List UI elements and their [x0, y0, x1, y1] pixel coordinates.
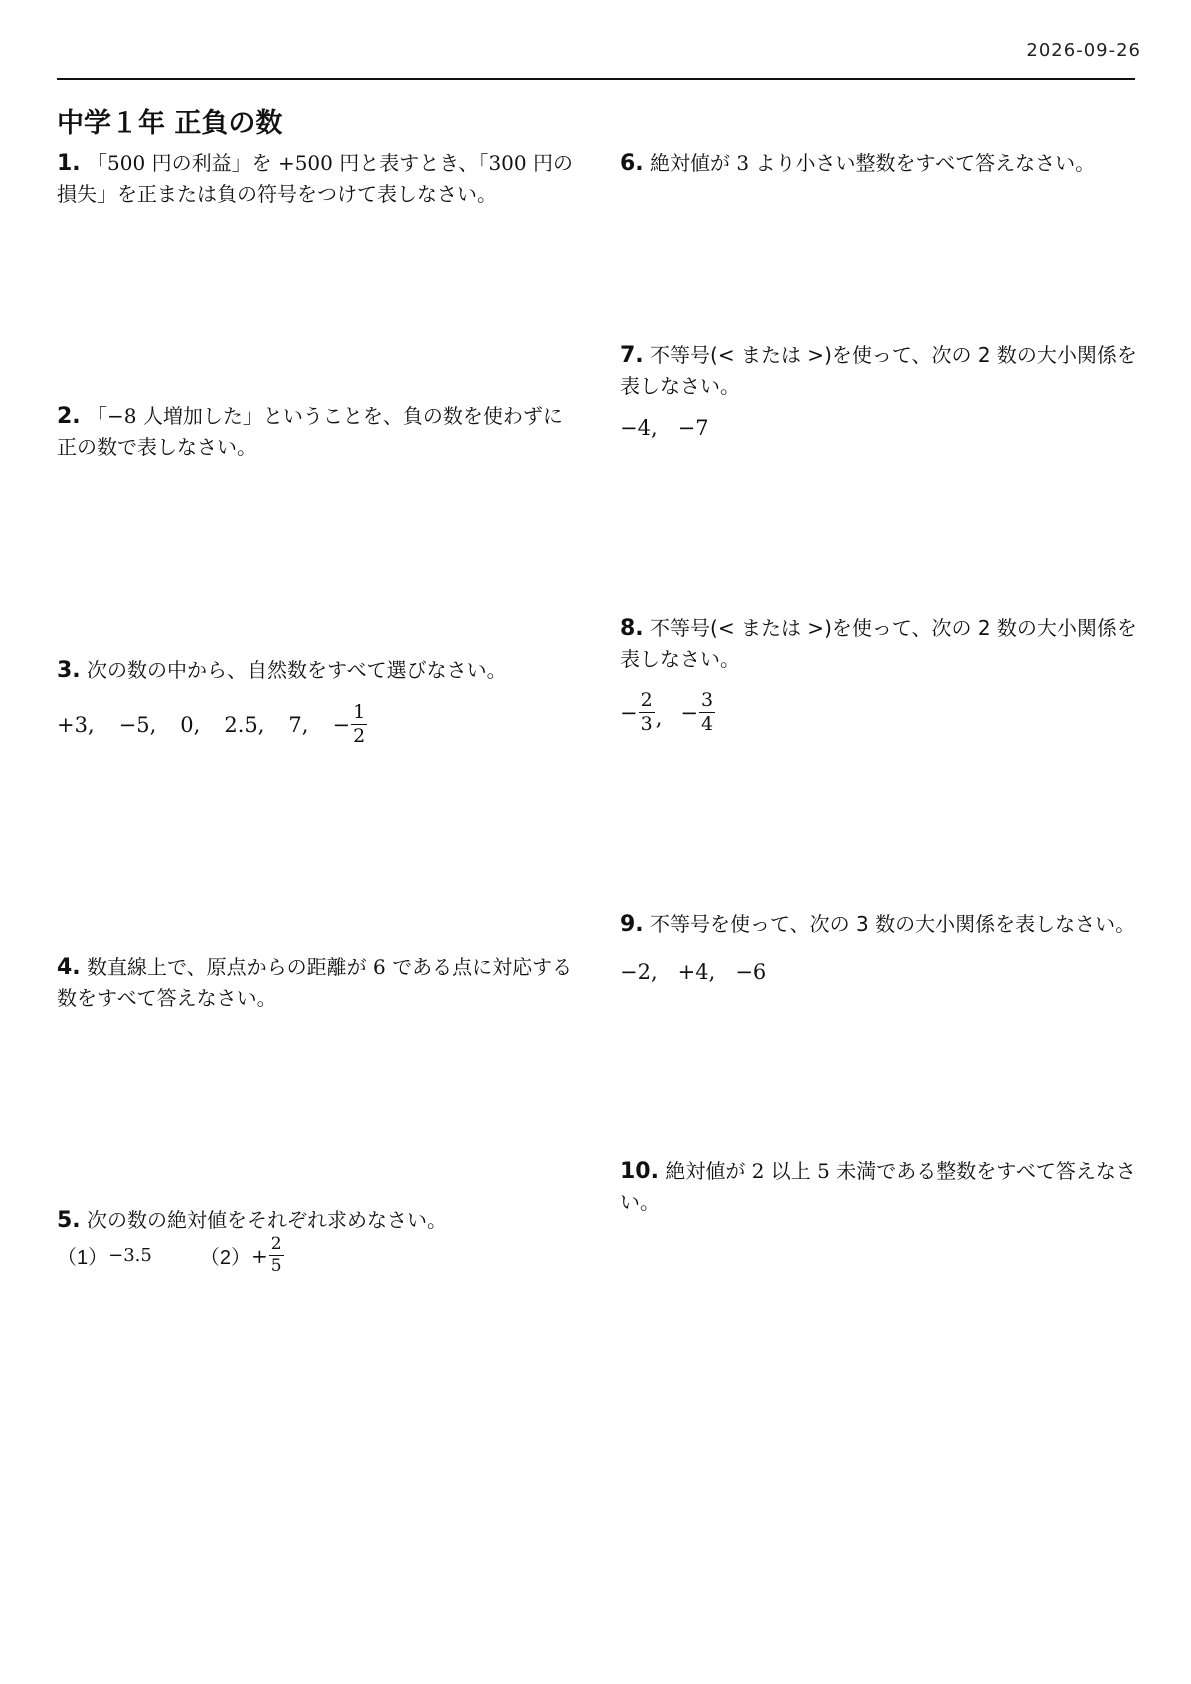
question-1	[57, 148, 577, 210]
question-text: 絶対値が 3 より小さい整数をすべて答えなさい。	[650, 151, 1096, 175]
denominator: 2	[353, 725, 366, 747]
sub-question-label: （1）	[57, 1247, 109, 1269]
question-number: 6.	[620, 151, 644, 176]
numerator: 2	[640, 689, 653, 711]
list-item: 7,	[288, 712, 309, 737]
fraction	[269, 1236, 284, 1275]
fraction	[639, 691, 655, 734]
question-text: 絶対値が 2 以上 5 未満である整数をすべて答えなさい。	[620, 1159, 1136, 1214]
fraction	[351, 703, 367, 746]
fraction-item	[251, 1236, 285, 1275]
question-number: 10.	[620, 1159, 659, 1184]
list-item: 2.5,	[224, 712, 265, 737]
question-text: 不等号を使って、次の 3 数の大小関係を表しなさい。	[650, 912, 1136, 936]
number-pair: −4, −7	[620, 416, 709, 440]
question-number: 8.	[620, 616, 644, 641]
fraction-sign: −	[680, 700, 698, 725]
question-number: 5.	[57, 1208, 81, 1233]
question-text: 不等号(< または >)を使って、次の 2 数の大小関係を表しなさい。	[620, 343, 1137, 398]
question-text: 「500 円の利益」を +500 円と表すとき、「300 円の損失」を正または負の符号をつけて表しなさい。	[57, 151, 573, 206]
list-item: −5,	[118, 712, 157, 737]
header-rule	[57, 78, 1135, 80]
sub-question-value: −3.5	[108, 1245, 152, 1266]
numerator: 1	[353, 701, 366, 723]
question-8	[620, 613, 1140, 675]
fraction-pair	[620, 691, 716, 734]
question-number: 7.	[620, 343, 644, 368]
question-text: 次の数の中から、自然数をすべて選びなさい。	[87, 658, 507, 682]
fraction-sign: −	[620, 700, 638, 725]
number-triple: −2, +4, −6	[620, 960, 767, 984]
question-5	[57, 1205, 577, 1236]
separator: ,	[655, 706, 663, 730]
question-number: 4.	[57, 955, 81, 980]
question-text: 次の数の絶対値をそれぞれ求めなさい。	[87, 1208, 448, 1232]
fraction-item	[332, 703, 368, 746]
question-text: 「−8 人増加した」ということを、負の数を使わずに正の数で表しなさい。	[57, 404, 563, 459]
question-number: 9.	[620, 912, 644, 937]
worksheet-title: 中学１年 正負の数	[57, 108, 283, 139]
fraction-sign: −	[332, 712, 351, 737]
number-list	[57, 703, 368, 746]
question-2	[57, 401, 577, 463]
question-6	[620, 148, 1140, 179]
fraction-sign: +	[250, 1243, 268, 1268]
denominator: 4	[701, 713, 714, 735]
denominator: 3	[640, 713, 653, 735]
sub-question-label: （2）	[199, 1247, 251, 1269]
date: 2026-09-26	[1026, 40, 1141, 61]
question-text: 数直線上で、原点からの距離が 6 である点に対応する数をすべて答えなさい。	[57, 955, 573, 1010]
numerator: 3	[701, 689, 714, 711]
question-number: 1.	[57, 151, 81, 176]
question-9	[620, 909, 1160, 940]
question-7	[620, 340, 1140, 402]
question-10	[620, 1156, 1140, 1218]
sub-questions	[57, 1236, 285, 1275]
question-4	[57, 952, 577, 1014]
numerator: 2	[270, 1234, 282, 1254]
fraction-item	[680, 691, 716, 734]
question-text: 不等号(< または >)を使って、次の 2 数の大小関係を表しなさい。	[620, 616, 1137, 671]
denominator: 5	[270, 1256, 282, 1276]
question-number: 3.	[57, 658, 81, 683]
list-item: +3,	[57, 712, 95, 737]
list-item: 0,	[180, 712, 201, 737]
fraction-item	[620, 691, 662, 734]
question-3	[57, 655, 577, 686]
question-number: 2.	[57, 404, 81, 429]
fraction	[699, 691, 715, 734]
